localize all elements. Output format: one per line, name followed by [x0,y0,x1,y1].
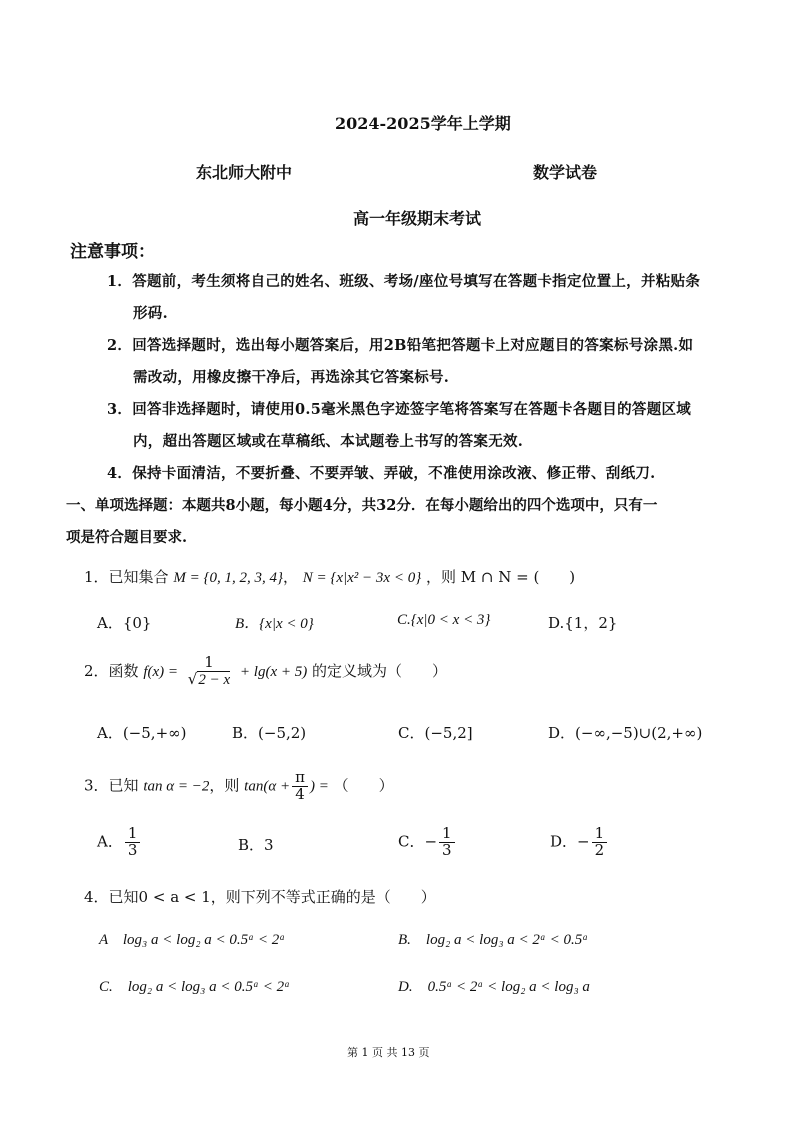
q1-ask: ，则 M ∩ N = ( ) [425,568,576,586]
q3-prefix: 3．已知 [84,776,139,795]
q2-option-c: C．(−5,2] [398,724,473,742]
q3-option-a-fraction [125,826,141,859]
q4-option-d: D. 0.5ᵃ < 2ᵃ < log₂ a < log₃ a [398,979,590,995]
q1-option-a: A．{0} [97,614,152,632]
q4-option-c: C. log₂ a < log₃ a < 0.5ᵃ < 2ᵃ [99,979,291,995]
q3-pi-numerator: π [292,770,308,787]
q1-option-d: D.{1，2} [548,614,618,632]
q3-option-d-den: 2 [594,840,605,859]
q1-set-m: M = {0, 1, 2, 3, 4} [173,570,283,586]
q2-log-term: + lg(x + 5) [239,663,308,680]
q2-radicand: 2 − x [198,671,231,688]
notice-item-1: 1．答题前，考生须将自己的姓名、班级、考场/座位号填写在答题卡指定位置上，并粘贴条 [107,273,701,290]
q2-fraction [185,655,233,689]
question-1: 1．已知集合 M = {0, 1, 2, 3, 4}， N = {x|x² − 3x < 0} ，则 M ∩ N = ( ) [84,568,576,586]
question-2 [84,655,447,689]
exam-term-title: 2024-2025学年上学期 [335,114,511,133]
q3-mid: ，则 [209,776,240,795]
subject-name: 数学试卷 [533,163,598,182]
section-heading-line2: 项是符合题目要求. [66,529,188,546]
q3-pi-denominator: 4 [295,784,305,803]
q1-option-c: C.{x|0 < x < 3} [397,612,491,628]
q4-option-a: A log₃ a < log₂ a < 0.5ᵃ < 2ᵃ [99,932,286,948]
q1-option-b: B．{x|x < 0} [235,616,314,632]
notice-item-2-cont: 需改动，用橡皮擦干净后，再选涂其它答案标号. [133,369,450,386]
q3-option-b: B．3 [238,836,274,854]
q3-expr-post: ) = [309,778,329,795]
q3-option-d-num: 1 [592,826,608,843]
notice-item-2: 2．回答选择题时，选出每小题答案后，用2B铅笔把答题卡上对应题目的答案标号涂黑.如 [107,337,694,354]
q2-option-d: D．(−∞,−5)∪(2,+∞) [548,724,703,742]
q3-option-c-den: 3 [442,840,452,859]
q3-option-a-den: 3 [127,840,138,859]
q2-option-b: B．(−5,2) [232,724,307,742]
q3-ask: （ ） [333,776,394,795]
question-4: 4．已知0 < a < 1，则下列不等式正确的是（ ） [84,888,436,906]
notice-item-3: 3．回答非选择题时，请使用0.5毫米黑色字迹签字笔将答案写在答题卡各题目的答题区域 [107,401,692,418]
q2-fraction-numerator: 1 [201,655,217,672]
q2-option-a: A．(−5,+∞) [97,724,187,742]
q3-option-a-label: A． [97,832,123,851]
page-number: 第 1 页 共 13 页 [347,1046,430,1059]
q3-option-a [97,826,142,859]
q3-option-d [550,826,609,859]
q3-option-c-num: 1 [439,826,455,843]
q3-option-a-num: 1 [125,826,141,843]
q4-option-b: B. log₂ a < log₃ a < 2ᵃ < 0.5ᵃ [398,932,589,948]
notice-heading: 注意事项： [70,242,155,262]
q2-ask: 的定义域为（ ） [312,661,448,680]
q3-option-c [398,826,457,859]
q3-pi-fraction [292,770,308,803]
notice-item-3-cont: 内，超出答题区域或在草稿纸、本试题卷上书写的答案无效. [133,433,524,450]
q2-fraction-denominator: √2 − x [187,669,231,688]
q1-prefix: 1．已知集合 [84,568,169,586]
q2-prefix: 2．函数 [84,661,139,680]
q3-option-d-label: D．− [550,832,590,851]
q3-given: tan α = −2 [143,778,210,795]
q3-option-c-label: C．− [398,832,438,851]
q1-set-n: N = {x|x² − 3x < 0} [302,570,422,586]
school-name: 东北师大附中 [196,163,293,182]
q3-option-c-fraction [439,826,455,859]
exam-name: 高一年级期末考试 [353,209,482,228]
section-heading-line1: 一、单项选择题：本题共8小题，每小题4分，共32分．在每小题给出的四个选项中，只有一 [66,497,658,514]
notice-item-4: 4．保持卡面清洁，不要折叠、不要弄皱、弄破，不准使用涂改液、修正带、刮纸刀. [107,465,656,482]
notice-item-1-cont: 形码. [133,305,168,322]
q3-option-d-fraction [592,826,608,859]
q2-func: f(x) = [143,663,179,680]
question-3 [84,770,394,803]
q3-expr-pre: tan(α + [244,778,291,795]
